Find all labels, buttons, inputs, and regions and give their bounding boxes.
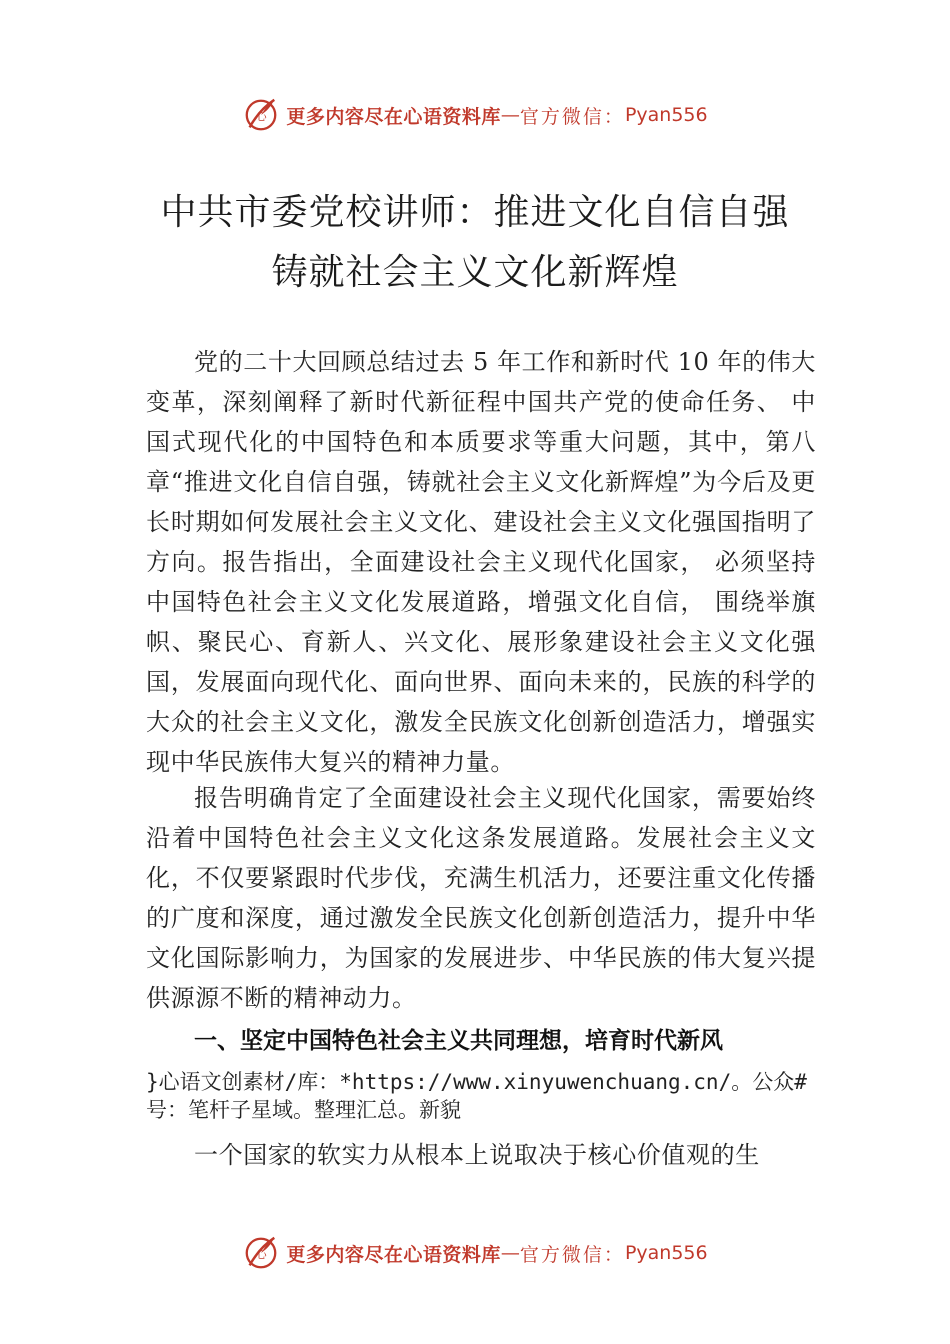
banner-wechat-id: Pyan556	[624, 104, 708, 126]
body-paragraph-3: 一个国家的软实力从根本上说取决于核心价值观的生	[194, 1141, 760, 1169]
quill-seal-icon	[242, 96, 280, 134]
document-title: 中共市委党校讲师：推进文化自信自强 铸就社会主义文化新辉煌	[160, 192, 790, 293]
body-paragraph-1: 党的二十大回顾总结过去 5 年工作和新时代 10 年的伟大变革，深刻阐释了新时代新征程中国共产党的使命任务、 中国式现代化的中国特色和本质要求等重大问题，其中，第八章“推进文化自信自强，铸就社会主义文化新辉煌”为今后及更长时期如何发展社会主义文化、建设社会主义文化强国指明了方向。报告指出，全面建设社会主义现代化国家， 必须坚持中国特色社会主义文化发展道路，增强文化自信， 围绕举旗帜、聚民心、育新人、兴文化、展形象建设社会主义文化强国，发展面向现代化、面向世界、面向未来的，民族的科学的大众的社会主义文化，激发全民族文化创新创造活力，增强实现中华民族伟大复兴的精神力量。	[146, 348, 816, 776]
banner-wechat-label: 官方微信：	[519, 1243, 625, 1266]
banner-brand: 更多内容尽在心语资料库	[286, 1243, 501, 1266]
footer-banner	[0, 1233, 950, 1273]
svg-text:心: 心	[255, 1246, 268, 1261]
banner-separator: —	[500, 1242, 520, 1264]
svg-text:心: 心	[255, 108, 268, 123]
banner-wechat-label: 官方微信：	[519, 105, 625, 128]
banner-separator: —	[500, 104, 520, 126]
section-heading: 一、坚定中国特色社会主义共同理想，培育时代新风	[194, 1028, 723, 1054]
header-banner	[0, 95, 950, 135]
banner-wechat-id: Pyan556	[624, 1242, 708, 1264]
body-paragraph-2: 报告明确肯定了全面建设社会主义现代化国家，需要始终沿着中国特色社会主义文化这条发展道路。发展社会主义文化，不仅要紧跟时代步伐，充满生机活力，还要注重文化传播的广度和深度，通过激发全民族文化创新创造活力，提升中华文化国际影响力，为国家的发展进步、中华民族的伟大复兴提供源源不断的精神动力。	[146, 784, 816, 1012]
source-note: }心语文创素材/库：*https://www.xinyuwenchuang.cn/。公众#号：笔杆子星域。整理汇总。新貌	[146, 1070, 807, 1122]
banner-brand: 更多内容尽在心语资料库	[286, 105, 501, 128]
quill-seal-icon	[242, 1234, 280, 1272]
